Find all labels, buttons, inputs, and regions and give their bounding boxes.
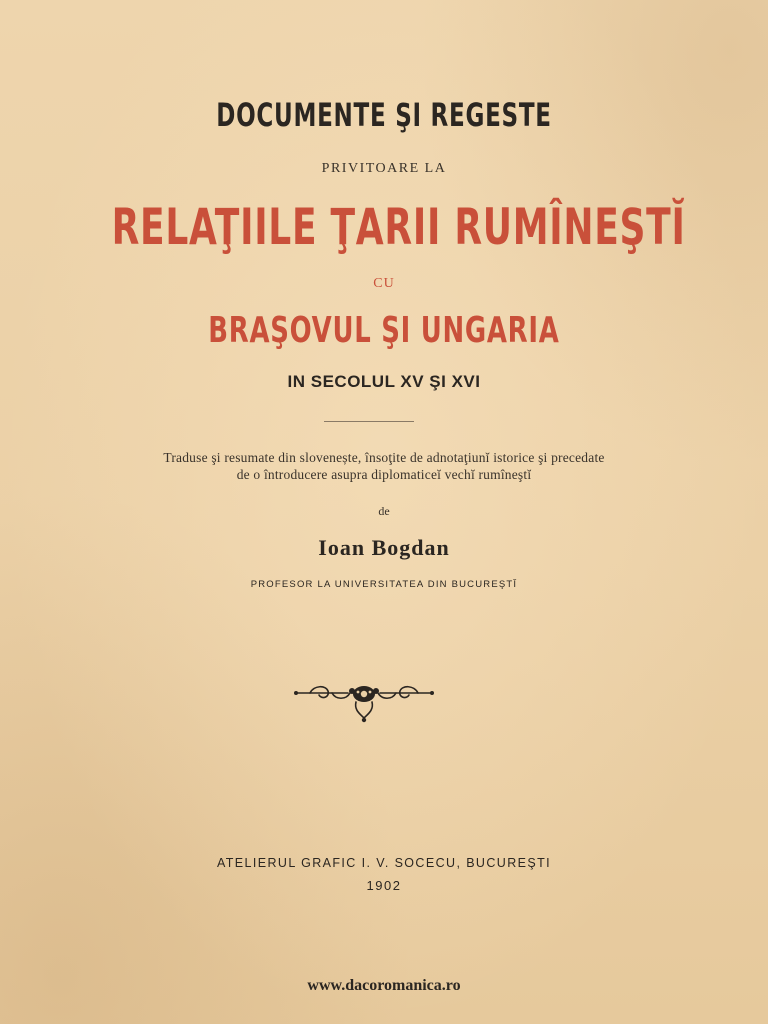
fleuron-ornament-icon	[292, 680, 436, 724]
title-line-brasovul	[0, 309, 768, 351]
title-line-relatiile	[0, 198, 768, 256]
title-line-documente	[0, 96, 768, 134]
publication-year: 1902	[366, 878, 402, 893]
by-text: de	[378, 504, 390, 518]
title-brasovul-text: BRAŞOVUL ŞI UNGARIA	[208, 310, 560, 351]
description-line-1: Traduse şi resumate din slovenește, însoţite de adnotaţiunĭ istorice şi precedate	[163, 450, 605, 465]
author-affiliation: PROFESOR LA UNIVERSITATEA DIN BUCUREŞTĬ	[250, 579, 518, 590]
author-name: Ioan Bogdan	[318, 535, 450, 560]
title-relatiile-text: RELAŢIILE ŢARII RUMÎNEŞTĬ	[111, 198, 686, 256]
period-subtitle: IN SECOLUL XV ŞI XVI	[287, 372, 481, 391]
publisher-imprint: ATELIERUL GRAFIC I. V. SOCECU, BUCUREŞTI	[216, 856, 552, 870]
description-line-2: de o întroducere asupra diplomaticeĭ vechĭ rumîneştĭ	[236, 467, 532, 482]
title-documente-text: DOCUMENTE ŞI REGESTE	[216, 96, 552, 134]
cu-text: CU	[373, 276, 395, 291]
privitoare-la-text: PRIVITOARE LA	[321, 161, 447, 176]
divider-rule	[324, 421, 414, 422]
watermark-url: www.dacoromanica.ro	[307, 977, 461, 994]
